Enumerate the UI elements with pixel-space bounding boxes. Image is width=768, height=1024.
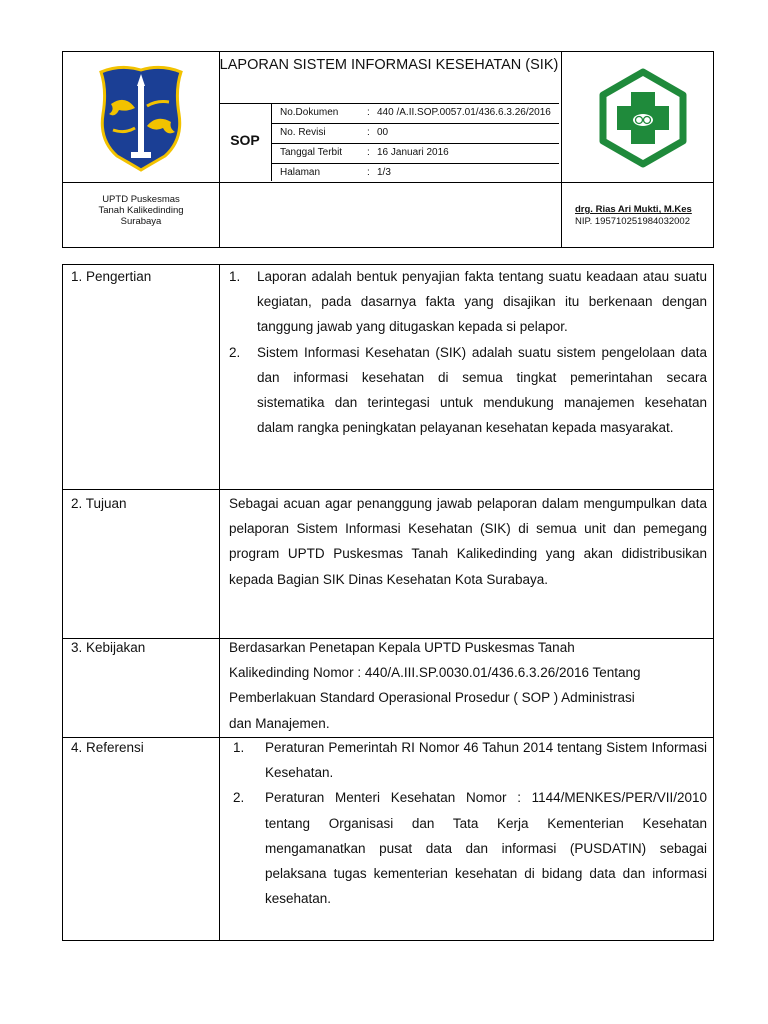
meta-colon: :	[367, 167, 370, 178]
list-text: Peraturan Pemerintah RI Nomor 46 Tahun 2014 tentang Sistem Informasi Kesehatan.	[265, 740, 707, 781]
institution-line: Tanah Kalikedinding	[98, 205, 184, 216]
list-item	[229, 264, 707, 340]
signer-block	[563, 183, 713, 228]
meta-key: Halaman	[280, 167, 321, 178]
meta-colon: :	[367, 147, 370, 158]
section-label-referensi: 4. Referensi	[71, 740, 144, 755]
list-number: 1.	[229, 269, 241, 284]
list-text: Peraturan Menteri Kesehatan Nomor : 1144/MENKES/PER/VII/2010 tentang Organisasi dan Tata Kerja Kementerian Kesehatan mengamanatkan pusat data dan informasi (PUSDATIN) sebagai pelaksana tugas kementerian kesehatan di bidang data dan informasi kesehatan.	[265, 790, 707, 907]
meta-value: 440 /A.II.SOP.0057.01/436.6.3.26/2016	[377, 107, 551, 118]
section-body-tujuan: Sebagai acuan agar penanggung jawab pelaporan dalam mengumpulkan data pelaporan Sistem Informasi Kesehatan (SIK) di semua unit dan pemegang program UPTD Puskesmas Tanah Kalikedinding yang akan didistribusikan kepada Bagian SIK Dinas Kesehatan Kota Surabaya.	[229, 496, 707, 587]
content-column-divider	[219, 265, 220, 940]
list-number: 2.	[229, 344, 241, 360]
paragraph-line: Berdasarkan Penetapan Kepala UPTD Puskesmas Tanah	[229, 640, 575, 655]
signer-name: drg. Rias Ari Mukti, M.Kes	[575, 204, 692, 215]
header-divider	[561, 52, 562, 247]
section-body-pengertian	[229, 264, 707, 440]
institution-line: Surabaya	[120, 216, 162, 227]
paragraph-line: dan Manajemen.	[229, 715, 330, 731]
institution-line: UPTD Puskesmas	[102, 194, 180, 205]
meta-row-tanggal-terbit	[271, 143, 561, 163]
meta-colon: :	[367, 127, 370, 138]
list-item	[229, 735, 707, 785]
section-label-kebijakan: 3. Kebijakan	[71, 640, 146, 655]
paragraph-line: Kalikedinding Nomor : 440/A.III.SP.0030.01/436.6.3.26/2016 Tentang	[229, 665, 641, 681]
paragraph-line: Pemberlakuan Standard Operasional Prosedur ( SOP ) Administrasi	[229, 690, 635, 706]
signer-nip: NIP. 195710251984032002	[575, 216, 690, 227]
sop-header-table	[62, 51, 714, 248]
meta-value: 16 Januari 2016	[377, 147, 449, 158]
meta-value: 1/3	[377, 167, 391, 178]
list-item	[229, 785, 707, 911]
list-text: Laporan adalah bentuk penyajian fakta tentang suatu keadaan atau suatu kegiatan, pada dasarnya fakta yang disajikan itu berkenaan dengan tanggung jawab yang ditugaskan kepada si pelapor.	[257, 269, 707, 335]
row-divider	[63, 489, 713, 490]
meta-row-no-dokumen	[271, 103, 561, 123]
section-body-referensi	[229, 735, 707, 911]
section-body-kebijakan	[229, 635, 707, 736]
meta-value: 00	[377, 127, 389, 138]
meta-colon: :	[367, 107, 370, 118]
list-number: 2.	[233, 790, 245, 806]
meta-row-halaman	[271, 163, 561, 183]
section-label-tujuan: 2. Tujuan	[71, 496, 127, 511]
section-label-pengertian: 1. Pengertian	[71, 269, 152, 284]
document-title: LAPORAN SISTEM INFORMASI KESEHATAN (SIK)	[219, 57, 559, 73]
list-text: Sistem Informasi Kesehatan (SIK) adalah suatu sistem pengelolaan data dan informasi kesehatan di semua tingkat pemerintahan secara sistematika dan terintegasi untuk mendukung manajemen kesehatan dalam rangka peningkatan pelayanan kesehatan kepada masyarakat.	[257, 344, 707, 436]
puskesmas-cross-icon	[593, 68, 693, 168]
list-item	[229, 340, 707, 441]
meta-key: No.Dokumen	[280, 107, 339, 118]
sop-content-table	[62, 264, 714, 941]
meta-key: Tanggal Terbit	[280, 147, 343, 158]
surabaya-crest-icon	[91, 64, 191, 172]
meta-key: No. Revisi	[280, 127, 326, 138]
meta-row-no-revisi	[271, 123, 561, 143]
list-number: 1.	[233, 740, 245, 755]
header-divider	[219, 52, 220, 247]
sop-label: SOP	[230, 132, 260, 148]
institution-name	[63, 183, 219, 227]
